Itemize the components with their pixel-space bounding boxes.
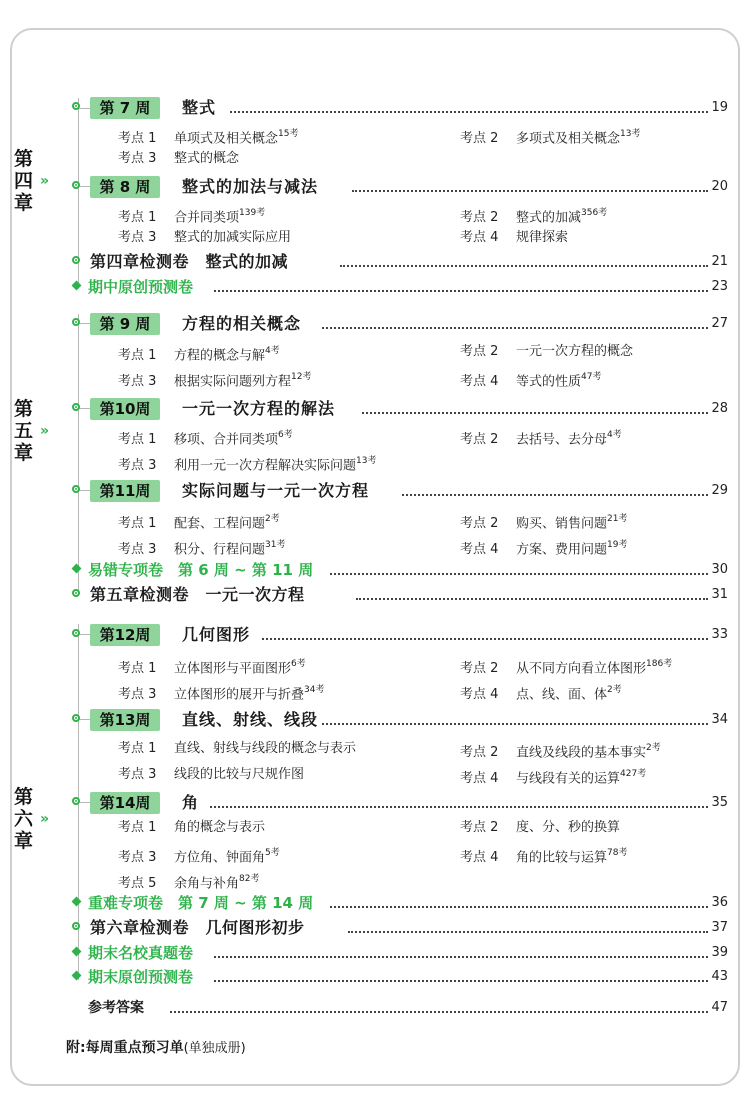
dot-leader (262, 638, 708, 640)
page-number: 34 (711, 712, 728, 727)
week-title: 几何图形 (182, 625, 251, 644)
appendix-title: 每周重点预习单 (85, 1040, 184, 1056)
dot-leader (340, 265, 708, 267)
circle-bullet-icon (72, 485, 80, 493)
topic-item[interactable]: 考点 3 线段的比较与尺规作图 (118, 767, 305, 782)
appendix-remark: (单独成册) (183, 1041, 246, 1056)
topic-item[interactable]: 考点 1 立体图形与平面图形$^{6考}$ (118, 659, 306, 677)
circle-bullet-icon (72, 318, 80, 326)
circle-bullet-icon (72, 629, 80, 637)
topic-item[interactable]: 考点 4 方案、费用问题$^{19考}$ (460, 540, 628, 558)
dot-leader (214, 956, 708, 958)
exam-title: 第四章检测卷 整式的加减 (90, 252, 289, 271)
tree-line-ch5 (78, 314, 79, 596)
final-predict-row[interactable] (0, 966, 750, 988)
diamond-bullet-icon (72, 281, 82, 291)
topic-item[interactable]: 考点 3 立体图形的展开与折叠$^{34考}$ (118, 685, 325, 703)
topic-item[interactable]: 考点 3 利用一元一次方程解决实际问题$^{13考}$ (118, 456, 377, 474)
page-number: 36 (711, 895, 728, 910)
topic-item[interactable]: 考点 3 根据实际问题列方程$^{12考}$ (118, 372, 312, 390)
page-number: 35 (711, 795, 728, 810)
dot-leader (170, 1011, 708, 1013)
special-title: 易错专项卷 第 6 周 ~ 第 11 周 (88, 561, 314, 579)
page-number: 21 (711, 254, 728, 269)
week-14-row[interactable] (0, 792, 750, 814)
topic-item[interactable]: 考点 2 去括号、去分母$^{4考}$ (460, 430, 622, 448)
circle-bullet-icon (72, 181, 80, 189)
chapter-4-test-row[interactable] (0, 251, 750, 273)
exam-title: 第六章检测卷 几何图形初步 (90, 918, 305, 937)
appendix-prefix: 附: (66, 1040, 86, 1056)
circle-bullet-icon (72, 256, 80, 264)
appendix-note (66, 1038, 246, 1059)
topic-item[interactable]: 考点 4 与线段有关的运算$^{427考}$ (460, 769, 647, 787)
chapter-5-text: 第五章 (14, 398, 34, 464)
week-7-row[interactable] (0, 97, 750, 119)
chapter-4-text: 第四章 (14, 148, 34, 214)
topic-item[interactable]: 考点 5 余角与补角$^{82考}$ (118, 874, 260, 892)
topic-item[interactable]: 考点 1 合并同类项$^{139考}$ (118, 208, 266, 226)
topic-item[interactable]: 考点 3 积分、行程问题$^{31考}$ (118, 540, 286, 558)
topic-item[interactable]: 考点 4 点、线、面、体$^{2考}$ (460, 685, 622, 703)
diamond-bullet-icon (72, 897, 82, 907)
dot-leader (230, 111, 708, 113)
circle-bullet-icon (72, 403, 80, 411)
week-10-row[interactable] (0, 398, 750, 420)
final-real-row[interactable] (0, 942, 750, 964)
dot-leader (356, 598, 708, 600)
page-number: 19 (711, 100, 728, 115)
topic-item[interactable]: 考点 1 方程的概念与解$^{4考}$ (118, 346, 280, 364)
page-number: 27 (711, 316, 728, 331)
page-number: 23 (711, 279, 728, 294)
dot-leader (330, 573, 708, 575)
circle-bullet-icon (72, 797, 80, 805)
topic-item[interactable]: 考点 2 多项式及相关概念$^{13考}$ (460, 129, 641, 147)
page-number: 39 (711, 945, 728, 960)
week-title: 一元一次方程的解法 (182, 399, 336, 418)
page-number: 37 (711, 920, 728, 935)
topic-item[interactable]: 考点 3 整式的加减实际应用 (118, 230, 292, 245)
page-number: 33 (711, 627, 728, 642)
topic-item[interactable]: 考点 1 单项式及相关概念$^{15考}$ (118, 129, 299, 147)
week-badge: 第 9 周 (90, 313, 160, 335)
dot-leader (322, 327, 708, 329)
week-8-row[interactable] (0, 176, 750, 198)
week-11-row[interactable] (0, 480, 750, 502)
topic-item[interactable]: 考点 1 角的概念与表示 (118, 820, 266, 835)
special-title: 重难专项卷 第 7 周 ~ 第 14 周 (88, 894, 314, 912)
topic-item[interactable]: 考点 4 规律探索 (460, 230, 569, 245)
special-title: 期末名校真题卷 (88, 944, 194, 962)
dot-leader (362, 412, 708, 414)
week-badge: 第12周 (90, 624, 160, 646)
topic-item[interactable]: 考点 1 直线、射线与线段的概念与表示 (118, 741, 357, 756)
answers-row[interactable] (0, 997, 750, 1019)
week-title: 整式 (182, 98, 217, 117)
exam-title: 第五章检测卷 一元一次方程 (90, 585, 305, 604)
diamond-bullet-icon (72, 947, 82, 957)
week-9-row[interactable] (0, 313, 750, 335)
chevron-right-icon: » (40, 173, 50, 189)
chapter-6-text: 第六章 (14, 786, 34, 852)
chevron-right-icon: » (40, 423, 50, 439)
topic-item[interactable]: 考点 2 从不同方向看立体图形$^{186考}$ (460, 659, 673, 677)
week-12-row[interactable] (0, 624, 750, 646)
dot-leader (330, 906, 708, 908)
dot-leader (352, 190, 708, 192)
topic-item[interactable]: 考点 3 整式的概念 (118, 151, 240, 166)
week-badge: 第 8 周 (90, 176, 160, 198)
circle-bullet-icon (72, 589, 80, 597)
topic-item[interactable]: 考点 2 直线及线段的基本事实$^{2考}$ (460, 743, 661, 761)
topic-item[interactable]: 考点 1 移项、合并同类项$^{6考}$ (118, 430, 293, 448)
special-title: 期末原创预测卷 (88, 968, 194, 986)
chapter-5-test-row[interactable] (0, 584, 750, 606)
midterm-row[interactable] (0, 276, 750, 298)
week-title: 角 (182, 793, 200, 812)
page-number: 47 (711, 1000, 728, 1015)
week-badge: 第14周 (90, 792, 160, 814)
circle-bullet-icon (72, 102, 80, 110)
answers-title: 参考答案 (88, 1000, 144, 1016)
topic-item[interactable]: 考点 1 配套、工程问题$^{2考}$ (118, 514, 280, 532)
dot-leader (214, 290, 708, 292)
week-badge: 第10周 (90, 398, 160, 420)
week-title: 方程的相关概念 (182, 314, 302, 333)
chapter-6-test-row[interactable] (0, 917, 750, 939)
dot-leader (322, 723, 708, 725)
topic-item[interactable]: 考点 2 整式的加减$^{356考}$ (460, 208, 608, 226)
topic-item[interactable]: 考点 3 方位角、钟面角$^{5考}$ (118, 848, 280, 866)
page-number: 28 (711, 401, 728, 416)
dot-leader (348, 931, 708, 933)
week-title: 直线、射线、线段 (182, 710, 319, 729)
diamond-bullet-icon (72, 971, 82, 981)
week-13-row[interactable] (0, 709, 750, 731)
week-badge: 第 7 周 (90, 97, 160, 119)
circle-bullet-icon (72, 922, 80, 930)
topic-item[interactable]: 考点 4 等式的性质$^{47考}$ (460, 372, 602, 390)
diamond-bullet-icon (72, 564, 82, 574)
week-title: 整式的加法与减法 (182, 177, 319, 196)
error-special-row[interactable] (0, 559, 750, 581)
page-number: 43 (711, 969, 728, 984)
special-title: 期中原创预测卷 (88, 278, 194, 296)
circle-bullet-icon (72, 714, 80, 722)
topic-item[interactable]: 考点 2 一元一次方程的概念 (460, 344, 634, 359)
chevron-right-icon: » (40, 811, 50, 827)
week-title: 实际问题与一元一次方程 (182, 481, 370, 500)
topic-item[interactable]: 考点 2 度、分、秒的换算 (460, 820, 621, 835)
page-number: 31 (711, 587, 728, 602)
week-badge: 第13周 (90, 709, 160, 731)
hard-special-row[interactable] (0, 892, 750, 914)
dot-leader (210, 806, 708, 808)
topic-item[interactable]: 考点 4 角的比较与运算$^{78考}$ (460, 848, 628, 866)
week-badge: 第11周 (90, 480, 160, 502)
page-number: 30 (711, 562, 728, 577)
topic-item[interactable]: 考点 2 购买、销售问题$^{21考}$ (460, 514, 628, 532)
dot-leader (402, 494, 708, 496)
dot-leader (214, 980, 708, 982)
page-number: 29 (711, 483, 728, 498)
page-number: 20 (711, 179, 728, 194)
